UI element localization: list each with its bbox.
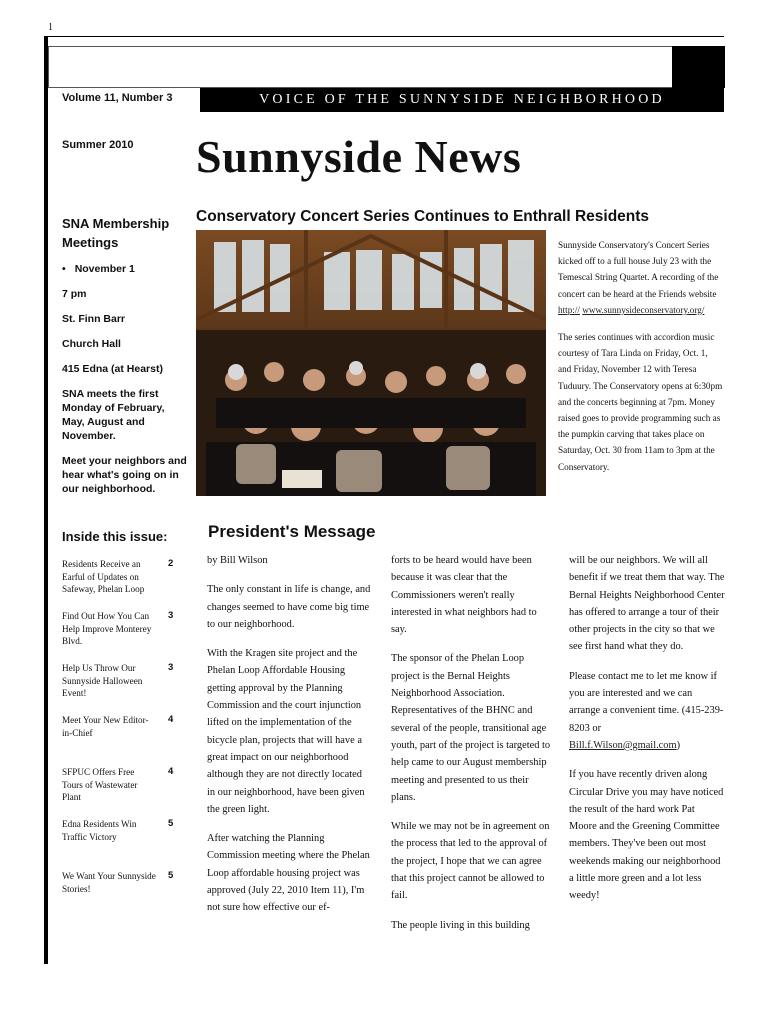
toc-item-title: Meet Your New Editor-in-Chief	[62, 715, 149, 738]
top-rule	[44, 36, 724, 37]
message-paragraph: While we may not be in agreement on the process that led to the approval of the project, I hope that we can agree that this project cannot be allowed to fail.	[391, 821, 550, 902]
meeting-venue-hall: Church Hall	[62, 338, 121, 350]
message-column-1	[207, 552, 371, 929]
sidebar-meeting-info	[62, 262, 187, 507]
volume-number: Volume 11, Number 3	[62, 92, 173, 104]
issue-season: Summer 2010	[62, 139, 134, 151]
sidebar-title: SNA Membership Meetings	[62, 216, 170, 250]
toc-item[interactable]	[62, 766, 192, 818]
toc-item-title: We Want Your Sunnyside Stories!	[62, 871, 156, 894]
toc-item-title: SFPUC Offers Free Tours of Wastewater Plant	[62, 767, 138, 803]
toc-item[interactable]	[62, 818, 192, 870]
meeting-venue: St. Finn Barr	[62, 313, 126, 325]
contact-text: Please contact me to let me know if you are interested and we can arrange a convenient time. (415-239-8203 or	[569, 670, 724, 734]
presidents-message-title: President's Message	[208, 522, 376, 541]
toc-item-page: 4	[168, 714, 174, 725]
message-paragraph: After watching the Planning Commission meeting where the Phelan Loop affordable housing project was approved (July 22, 2010 Item 11), I'm not sure how effective our ef-	[207, 833, 370, 914]
toc-item-page: 5	[168, 818, 174, 829]
friends-website-link[interactable]: http://	[558, 304, 580, 315]
message-paragraph: The only constant in life is change, and changes seemed to have come big time to our neighborhood.	[207, 584, 371, 630]
feature-paragraph	[558, 237, 723, 318]
table-of-contents	[62, 558, 192, 922]
meeting-time: 7 pm	[62, 288, 87, 300]
contact-email-link[interactable]: Bill.f.Wilson@gmail.com	[569, 739, 677, 751]
message-paragraph: forts to be heard would have been because it was clear that the Commissioners weren't really interested in what neighbors had to say.	[391, 555, 537, 636]
banner-tagline: VOICE OF THE SUNNYSIDE NEIGHBORHOOD	[200, 88, 724, 112]
meeting-schedule: SNA meets the first Monday of February, May, August and November.	[62, 388, 165, 442]
message-paragraph: Please contact me to let me know if you are interested and we can arrange a convenient time. (415-239-8203 or Bill.f.Wilson@gmail.com)	[569, 670, 724, 751]
left-rule	[44, 36, 48, 964]
toc-item[interactable]	[62, 558, 192, 610]
message-paragraph: With the Kragen site project and the Phelan Loop Affordable Housing getting approval by the Planning Commission and the court injunction lifted on the implementation of the bicycle plan, projects that will have a great impact on our neighborhood although they are not directly located in our neighborhood, have been given the green light.	[207, 648, 365, 815]
toc-item[interactable]	[62, 610, 192, 662]
message-byline: by Bill Wilson	[207, 555, 268, 566]
toc-item[interactable]	[62, 662, 192, 714]
feature-body	[558, 237, 723, 486]
toc-item-title: Edna Residents Win Traffic Victory	[62, 819, 137, 842]
header-black-block	[672, 46, 725, 88]
message-paragraph: The sponsor of the Phelan Loop project is the Bernal Heights Neighborhood Association. Representatives of the BHNC and several of the people, transitional age youth, part of the project is targeted to help came to our August membership meeting and presented to us their plans.	[391, 653, 551, 803]
toc-item-title: Help Us Throw Our Sunnyside Halloween Event!	[62, 663, 143, 699]
meeting-address: 415 Edna (at Hearst)	[62, 363, 163, 375]
toc-item[interactable]	[62, 714, 192, 766]
toc-item[interactable]	[62, 870, 192, 922]
concert-audience-photo	[196, 230, 546, 496]
feature-paragraph-2: The series continues with accordion music courtesy of Tara Linda on Friday, Oct. 1, and Friday, November 12 with Teresa Tuduury. The Conservatory opens at 6:30pm and the concerts beginning at 7pm. Money raised goes to provide programming such as the pumpkin carving that takes place on Saturday, Oct. 30 from 11am to 3pm at the Conservatory.	[558, 332, 723, 472]
message-column-2	[391, 552, 555, 946]
message-paragraph: will be our neighbors. We will all benefit if we treat them that way. The Bernal Heights Neighborhood Center has offered to arrange a tour of their other projects in the city so that we see first hand what they do.	[569, 555, 725, 653]
meeting-invitation: Meet your neighbors and hear what's going on in our neighborhood.	[62, 455, 187, 495]
message-paragraph: The people living in this building	[391, 919, 530, 931]
header-frame	[48, 46, 672, 88]
message-column-3	[569, 552, 725, 917]
toc-item-page: 3	[168, 662, 174, 673]
meeting-date: • November 1	[62, 262, 187, 276]
toc-item-page: 2	[168, 558, 174, 569]
feature-headline: Conservatory Concert Series Continues to Enthrall Residents	[196, 208, 650, 225]
toc-item-title: Residents Receive an Earful of Updates on Safeway, Phelan Loop	[62, 559, 145, 595]
feature-para1: Sunnyside Conservatory's Concert Series kicked off to a full house July 23 with the Temescal String Quartet. A recording of the concert can be heard at the Friends website	[558, 240, 719, 299]
toc-item-page: 4	[168, 766, 174, 777]
page-number: 1	[48, 22, 53, 33]
conservatory-website-link[interactable]: www.sunnysideconservatory.org/	[582, 304, 705, 315]
masthead-title: Sunnyside News	[196, 131, 522, 182]
toc-item-page: 3	[168, 610, 174, 621]
toc-item-page: 5	[168, 870, 174, 881]
toc-title: Inside this issue:	[62, 529, 168, 544]
message-paragraph: If you have recently driven along Circular Drive you may have noticed the result of the hard work Pat Moore and the Greening Committee members. They've been out most weekends making our neighborhood a little more green and a lot less weedy!	[569, 769, 724, 902]
toc-item-title: Find Out How You Can Help Improve Monterey Blvd.	[62, 611, 152, 647]
